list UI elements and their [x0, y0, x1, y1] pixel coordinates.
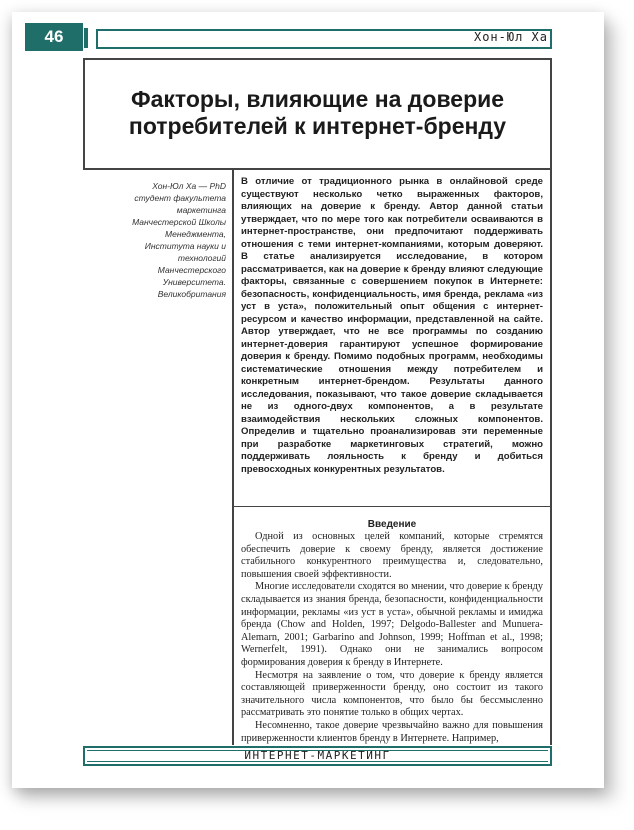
running-author: Хон-Юл Ха: [473, 30, 548, 44]
frame-top-rule: [83, 58, 552, 60]
paragraph: Несмотря на заявление о том, что доверие к бренду является составляющей приверженности бренду, оно состоит из такого значительного числа компонентов, что было бы бессмысленно рассматривать это понятие только в общих чертах.: [241, 669, 543, 719]
author-note: Хон-Юл Ха — PhD студент факультета маркетинга Манчестерской Школы Менеджмента, Института науки и технологий Манчестерского Университета. Великобритания: [132, 181, 226, 299]
article-abstract: В отличие от традиционного рынка в онлайновой среде существуют несколько четко выраженных факторов, влияющих на доверие к бренду. Автор данной статьи утверждает, что по мере того как потребители осваиваются в интернет-пространстве, они предпочитают поддерживать отношения с теми интернет-компаниями, которым доверяют. В статье анализируется исследование, в котором рассматривается, как на доверие к бренду влияют следующие факторы, связанные с совершением покупок в Интернете: безопасность, конфиденциальность, имя бренда, реклама «из уст в уста», положительный опыт общения с интернет-ресурсом и качество информации, представленной на сайте. Автор утверждает, что не все программы по созданию интернет-доверия гарантируют успешное формирование доверия к бренду. Помимо подобных программ, необходимы систематические отношения между потребителем и конкретным интернет-брендом. Результаты данного исследования, показывают, что такое доверие складывается не из одного-двух компонентов, а в результате взаимодействия нескольких сложных компонентов. Определив и тщательно проанализировав эти переменные при разработке маркетинговых стратегий, можно поддерживать лояльность к бренду и добиться превосходных конкурентных результатов.: [241, 176, 543, 475]
paragraph: Многие исследователи сходятся во мнении, что доверие к бренду складывается из знания бренда, безопасности, конфиденциальности информации, рекламы «из уст в уста», обычной рекламы и имиджа бренда (Chow and Holden, 1997; Delgodo-Ballester and Munuera-Alemarn, 2001; Garbarino and Johnson, 1999; Hoffman et al., 1998; Wernerfelt, 1991). Однако они не занимались вопросом формирования доверия к бренду в Интернете.: [241, 581, 543, 668]
section-heading: Введение: [367, 519, 417, 530]
frame-right-rule: [550, 58, 552, 745]
paragraph: Несомненно, такое доверие чрезвычайно важно для повышения приверженности клиентов бренду в Интернете. Например,: [241, 719, 543, 744]
frame-left-rule: [83, 58, 85, 168]
column-divider: [232, 168, 234, 745]
article-body: [241, 531, 543, 745]
footer-section-label: ИНТЕРНЕТ-МАРКЕТИНГ: [244, 749, 391, 762]
title-bottom-rule: [83, 168, 552, 170]
article-title: Факторы, влияющие на доверие потребителей к интернет-бренду: [128, 86, 507, 139]
paragraph: Одной из основных целей компаний, которые стремятся обеспечить доверие к своему бренду, является достижение стабильного конкурентного преимущества и, следовательно, повышения своей эффективности.: [241, 531, 543, 580]
page-number: 46: [25, 23, 83, 51]
header-accent-bar: [84, 28, 88, 48]
abstract-divider: [232, 506, 552, 507]
